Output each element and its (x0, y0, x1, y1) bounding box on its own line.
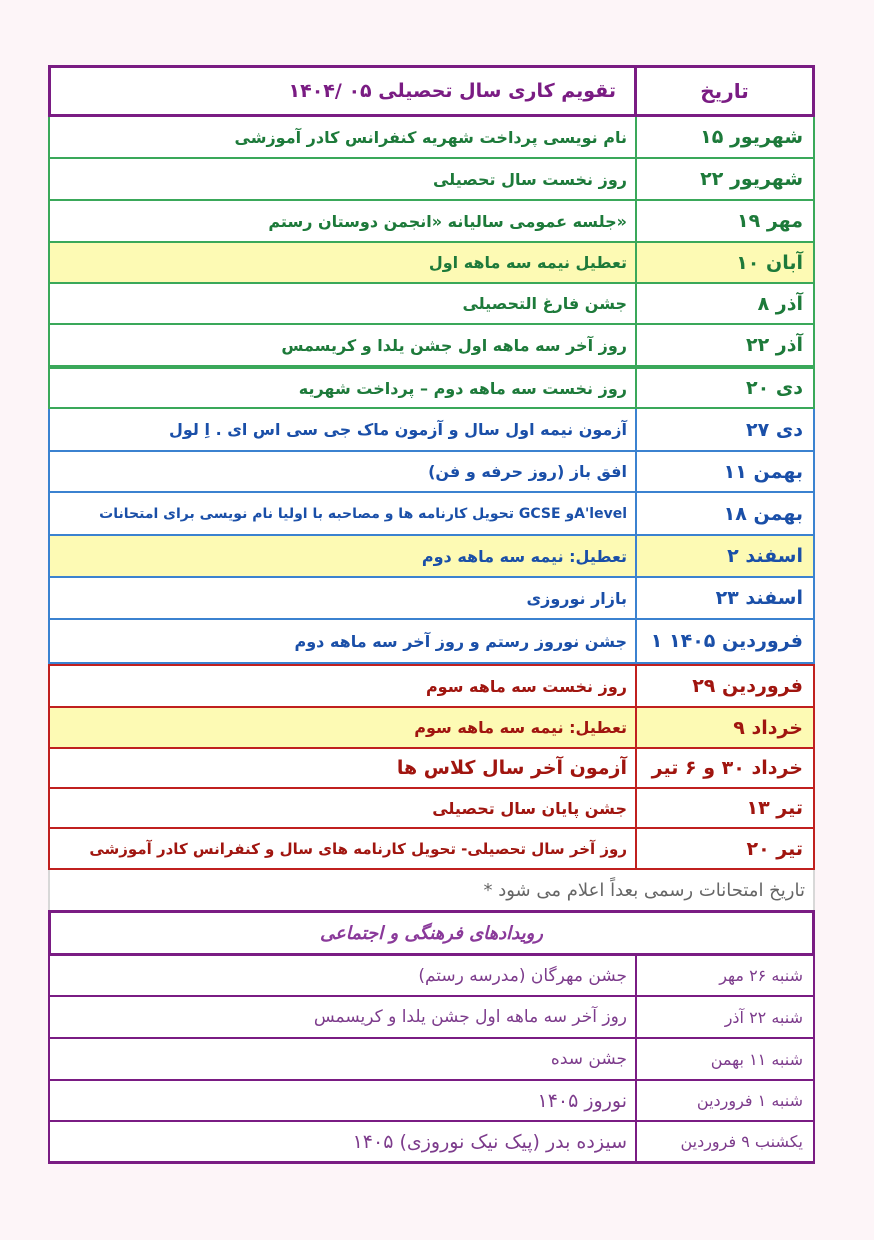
exam-note: * تاریخ امتحانات رسمی بعداً اعلام می شود (48, 870, 815, 910)
cultural-event: سیزده بدر (پیک نیک نوروزی) ۱۴۰۵ (352, 1130, 627, 1153)
schedule-event: روز نخست سه ماهه سوم (425, 676, 627, 696)
schedule-date: ۱ فروردین ۱۴۰۵ (635, 620, 813, 662)
schedule-row (48, 201, 815, 243)
cultural-date: شنبه ۲۲ آذر (635, 997, 813, 1037)
calendar-page (48, 65, 815, 1164)
cultural-event: نوروز ۱۴۰۵ (537, 1089, 627, 1112)
cultural-row (48, 997, 815, 1039)
schedule-event: تعطیل: نیمه سه ماهه سوم (414, 718, 627, 737)
schedule-date: ۲۲ آذر (635, 325, 813, 365)
schedule-row (48, 664, 815, 708)
schedule-date: ۱۰ آبان (635, 243, 813, 282)
cultural-date: شنبه ۱۱ بهمن (635, 1039, 813, 1079)
schedule-event: نام نویسی پرداخت شهریه کنفرانس کادر آموزشی (234, 127, 627, 147)
schedule-event: تحویل کارنامه ها و مصاحبه با اولیا نام نویسی برای امتحانات GCSE وA'level (99, 505, 627, 522)
cultural-row (48, 1081, 815, 1122)
cultural-row (48, 1039, 815, 1081)
schedule-event: آزمون نیمه اول سال و آزمون ماک جی سی اس ای . اِ لول (169, 420, 627, 439)
schedule-event: روز آخر سال تحصیلی- تحویل کارنامه های سال و کنفرانس کادر آموزشی (89, 839, 627, 858)
cultural-section-title: رویدادهای فرهنگی و اجتماعی (48, 910, 815, 956)
schedule-event: تعطیل: نیمه سه ماهه دوم (421, 546, 627, 566)
schedule-date: ۱۵ شهریور (635, 117, 813, 157)
schedule-event: جشن فارغ التحصیلی (462, 294, 627, 313)
schedule-date: ۲۷ دی (635, 409, 813, 450)
schedule-event: روز نخست سال تحصیلی (432, 169, 627, 189)
schedule-date: ۱۱ بهمن (635, 452, 813, 491)
schedule-date: ۲۲ شهریور (635, 159, 813, 199)
schedule-row (48, 789, 815, 829)
schedule-event: تعطیل نیمه سه ماهه اول (428, 253, 627, 272)
schedule-row (48, 578, 815, 620)
header-title: تقویم کاری سال تحصیلی ۰۵ /۱۴۰۴ (288, 80, 616, 102)
schedule-row (48, 117, 815, 159)
schedule-date: ۱۹ مهر (635, 201, 813, 241)
schedule-date: ۸ آذر (635, 284, 813, 323)
cultural-event: جشن سده (550, 1049, 627, 1069)
cultural-date: شنبه ۲۶ مهر (635, 956, 813, 995)
schedule-date: ۲۰ تیر (635, 829, 813, 868)
schedule-row (48, 284, 815, 325)
schedule-row (48, 159, 815, 201)
schedule-event: روز آخر سه ماهه اول جشن یلدا و کریسمس (281, 335, 627, 355)
cultural-date: یکشنب ۹ فروردین (635, 1122, 813, 1161)
schedule-event: افق باز (روز حرفه و فن) (428, 462, 627, 481)
schedule-row (48, 829, 815, 870)
schedule-date: ۲۳ اسفند (635, 578, 813, 618)
schedule-row (48, 325, 815, 367)
cultural-row (48, 1122, 815, 1164)
schedule-row (48, 749, 815, 789)
cultural-event: روز آخر سه ماهه اول جشن یلدا و کریسمس (313, 1007, 627, 1027)
schedule-row (48, 620, 815, 664)
schedule-event: آزمون آخر سال کلاس ها (396, 757, 627, 779)
schedule-date: ۱۳ تیر (635, 789, 813, 827)
cultural-event: جشن مهرگان (مدرسه رستم) (418, 965, 627, 986)
schedule-date: ۱۸ بهمن (635, 493, 813, 534)
header-row (48, 65, 815, 117)
schedule-date: ۲ اسفند (635, 536, 813, 576)
schedule-event: جلسه عمومی سالیانه «انجمن دوستان رستم» (268, 211, 627, 231)
header-date-label: تاریخ (634, 68, 812, 114)
schedule-row (48, 367, 815, 409)
schedule-row-holiday (48, 708, 815, 749)
schedule-event: جشن نوروز رستم و روز آخر سه ماهه دوم (294, 631, 627, 651)
schedule-date: ۹ خرداد (635, 708, 813, 747)
schedule-row (48, 409, 815, 452)
schedule-date: ۲۹ فروردین (635, 666, 813, 706)
schedule-row (48, 493, 815, 536)
schedule-event: بازار نوروزی (526, 588, 627, 608)
schedule-date: خرداد ۳۰ و ۶ تیر (635, 749, 813, 787)
schedule-date: ۲۰ دی (635, 369, 813, 407)
schedule-event: روز نخست سه ماهه دوم – پرداخت شهریه (298, 378, 627, 398)
schedule-row (48, 452, 815, 493)
schedule-row-holiday (48, 243, 815, 284)
schedule-event: جشن پایان سال تحصیلی (432, 798, 627, 818)
schedule-row-holiday (48, 536, 815, 578)
cultural-date: شنبه ۱ فروردین (635, 1081, 813, 1120)
cultural-row (48, 956, 815, 997)
